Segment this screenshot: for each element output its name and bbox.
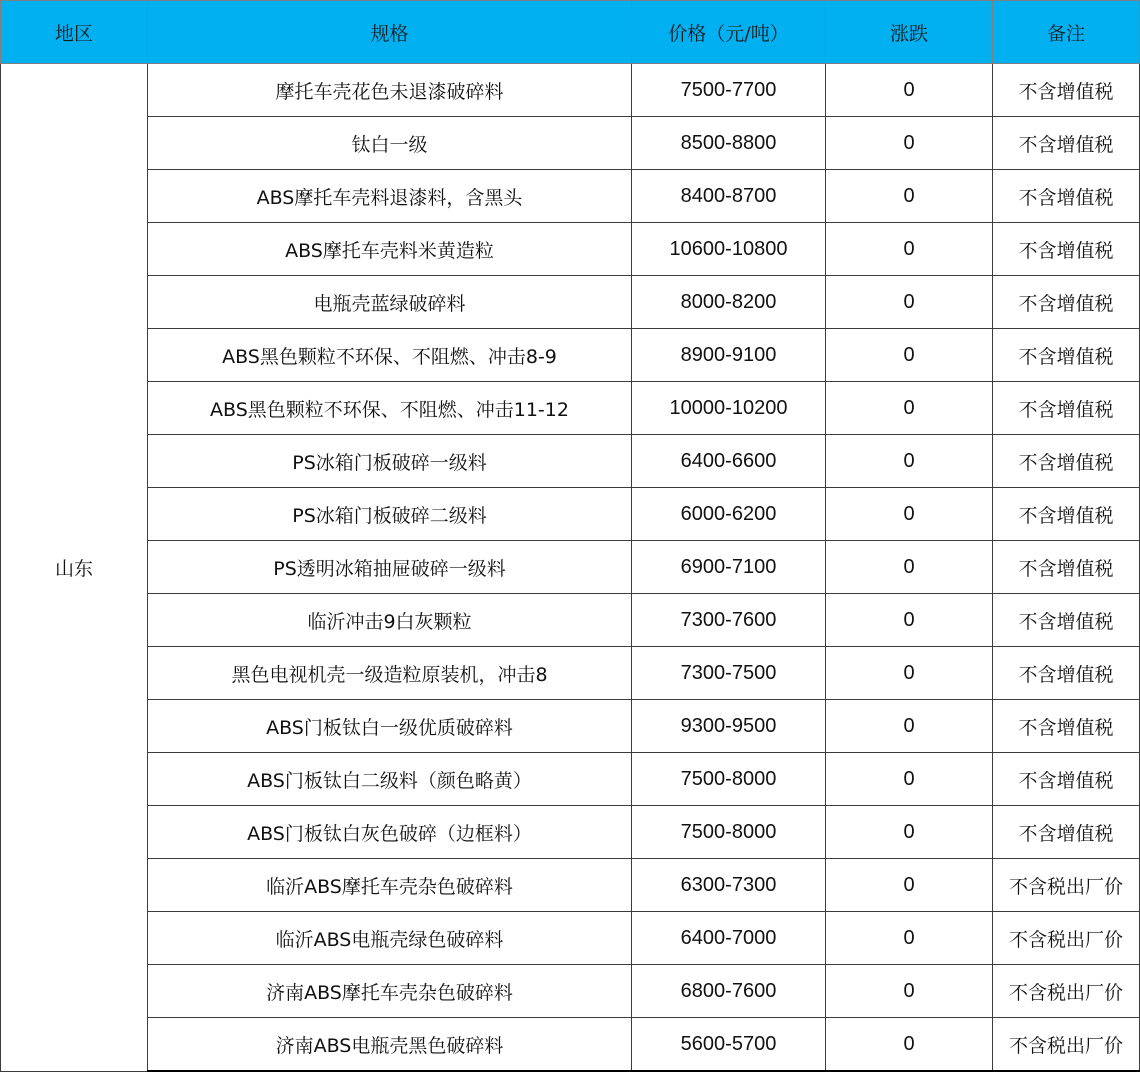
note-cell: 不含增值税 (993, 117, 1140, 170)
change-cell: 0 (826, 859, 993, 912)
price-cell: 8400-8700 (632, 170, 826, 223)
note-cell: 不含增值税 (993, 541, 1140, 594)
note-cell: 不含增值税 (993, 329, 1140, 382)
spec-cell: ABS黑色颗粒不环保、不阻燃、冲击8-9 (148, 329, 632, 382)
note-cell: 不含增值税 (993, 64, 1140, 117)
table-row (1, 170, 1140, 223)
spec-cell: ABS黑色颗粒不环保、不阻燃、冲击11-12 (148, 382, 632, 435)
table-body (1, 64, 1140, 1072)
price-cell: 6400-7000 (632, 912, 826, 965)
table-row (1, 859, 1140, 912)
note-cell: 不含增值税 (993, 382, 1140, 435)
change-cell: 0 (826, 382, 993, 435)
change-cell: 0 (826, 806, 993, 859)
spec-cell: 钛白一级 (148, 117, 632, 170)
spec-cell: ABS摩托车壳料退漆料，含黑头 (148, 170, 632, 223)
change-cell: 0 (826, 1018, 993, 1072)
price-cell: 8900-9100 (632, 329, 826, 382)
change-cell: 0 (826, 329, 993, 382)
change-cell: 0 (826, 647, 993, 700)
table-row (1, 488, 1140, 541)
note-cell: 不含增值税 (993, 594, 1140, 647)
price-cell: 7500-8000 (632, 753, 826, 806)
spec-cell: ABS门板钛白一级优质破碎料 (148, 700, 632, 753)
note-cell: 不含增值税 (993, 488, 1140, 541)
note-cell: 不含增值税 (993, 435, 1140, 488)
change-cell: 0 (826, 170, 993, 223)
spec-cell: 黑色电视机壳一级造粒原装机，冲击8 (148, 647, 632, 700)
change-cell: 0 (826, 117, 993, 170)
table-row (1, 965, 1140, 1018)
note-cell: 不含税出厂价 (993, 859, 1140, 912)
table-row (1, 753, 1140, 806)
change-cell: 0 (826, 488, 993, 541)
spec-cell: PS冰箱门板破碎一级料 (148, 435, 632, 488)
change-cell: 0 (826, 912, 993, 965)
price-cell: 6300-7300 (632, 859, 826, 912)
note-cell: 不含增值税 (993, 700, 1140, 753)
spec-cell: 济南ABS电瓶壳黑色破碎料 (148, 1018, 632, 1072)
spec-cell: ABS门板钛白灰色破碎（边框料） (148, 806, 632, 859)
note-cell: 不含增值税 (993, 170, 1140, 223)
table-row (1, 700, 1140, 753)
table-row (1, 329, 1140, 382)
change-cell: 0 (826, 965, 993, 1018)
price-cell: 6400-6600 (632, 435, 826, 488)
spec-cell: 临沂冲击9白灰颗粒 (148, 594, 632, 647)
price-cell: 7300-7500 (632, 647, 826, 700)
price-cell: 10000-10200 (632, 382, 826, 435)
note-cell: 不含税出厂价 (993, 912, 1140, 965)
note-cell: 不含增值税 (993, 223, 1140, 276)
table-row (1, 435, 1140, 488)
change-cell: 0 (826, 594, 993, 647)
region-cell: 山东 (1, 64, 148, 1072)
note-cell: 不含增值税 (993, 753, 1140, 806)
price-cell: 8000-8200 (632, 276, 826, 329)
table-row (1, 594, 1140, 647)
note-cell: 不含增值税 (993, 647, 1140, 700)
table-row (1, 1018, 1140, 1072)
header-price: 价格（元/吨） (632, 1, 826, 64)
spec-cell: 临沂ABS电瓶壳绿色破碎料 (148, 912, 632, 965)
header-region: 地区 (1, 1, 148, 64)
change-cell: 0 (826, 276, 993, 329)
spec-cell: 济南ABS摩托车壳杂色破碎料 (148, 965, 632, 1018)
price-cell: 7500-7700 (632, 64, 826, 117)
spec-cell: ABS门板钛白二级料（颜色略黄） (148, 753, 632, 806)
table-row (1, 806, 1140, 859)
table-row (1, 647, 1140, 700)
table-row (1, 276, 1140, 329)
table-row (1, 223, 1140, 276)
price-cell: 8500-8800 (632, 117, 826, 170)
note-cell: 不含税出厂价 (993, 1018, 1140, 1072)
table-row (1, 912, 1140, 965)
price-cell: 10600-10800 (632, 223, 826, 276)
change-cell: 0 (826, 64, 993, 117)
note-cell: 不含税出厂价 (993, 965, 1140, 1018)
note-cell: 不含增值税 (993, 806, 1140, 859)
note-cell: 不含增值税 (993, 276, 1140, 329)
price-cell: 6800-7600 (632, 965, 826, 1018)
header-row (1, 1, 1140, 64)
header-change: 涨跌 (826, 1, 993, 64)
price-cell: 7300-7600 (632, 594, 826, 647)
price-cell: 7500-8000 (632, 806, 826, 859)
spec-cell: ABS摩托车壳料米黄造粒 (148, 223, 632, 276)
table-row (1, 64, 1140, 117)
change-cell: 0 (826, 541, 993, 594)
table-row (1, 117, 1140, 170)
spec-cell: 电瓶壳蓝绿破碎料 (148, 276, 632, 329)
header-note: 备注 (993, 1, 1140, 64)
price-cell: 6000-6200 (632, 488, 826, 541)
table-row (1, 541, 1140, 594)
change-cell: 0 (826, 753, 993, 806)
spec-cell: 摩托车壳花色未退漆破碎料 (148, 64, 632, 117)
change-cell: 0 (826, 435, 993, 488)
change-cell: 0 (826, 700, 993, 753)
spec-cell: PS冰箱门板破碎二级料 (148, 488, 632, 541)
price-cell: 5600-5700 (632, 1018, 826, 1072)
price-cell: 9300-9500 (632, 700, 826, 753)
spec-cell: PS透明冰箱抽屉破碎一级料 (148, 541, 632, 594)
header-spec: 规格 (148, 1, 632, 64)
table-row (1, 382, 1140, 435)
price-cell: 6900-7100 (632, 541, 826, 594)
spec-cell: 临沂ABS摩托车壳杂色破碎料 (148, 859, 632, 912)
change-cell: 0 (826, 223, 993, 276)
